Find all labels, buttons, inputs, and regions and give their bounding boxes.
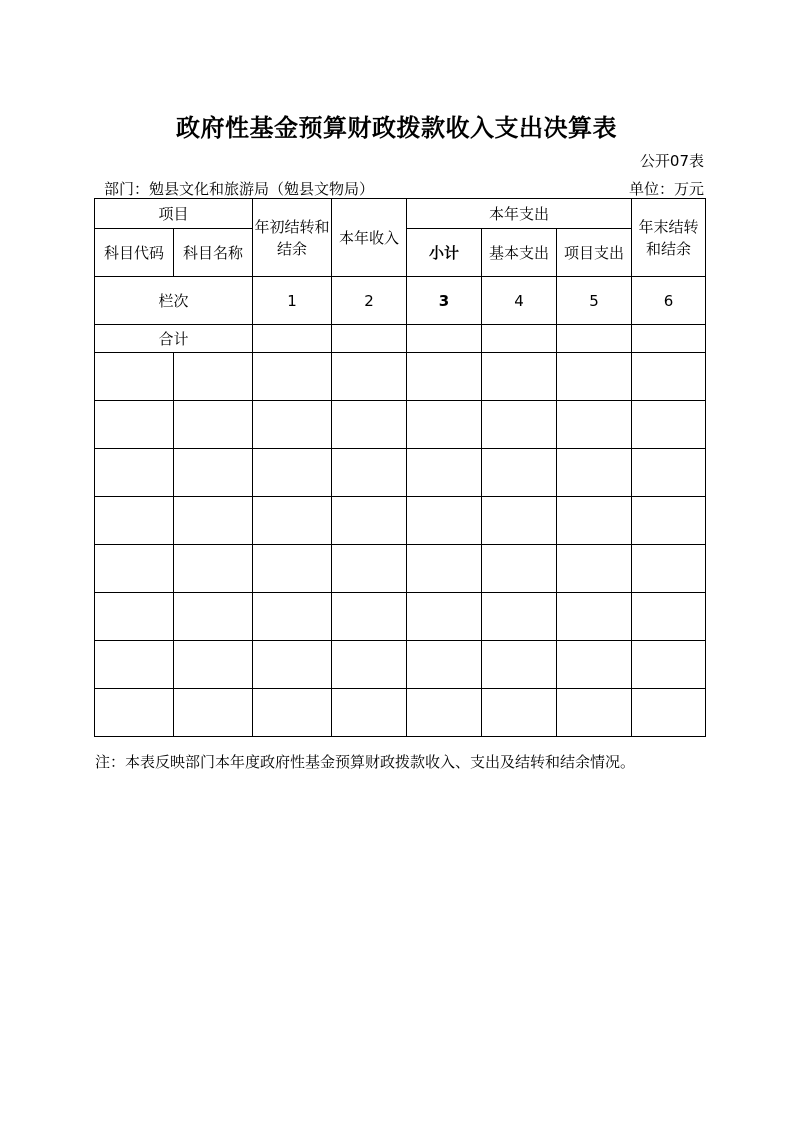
table-cell <box>253 545 332 593</box>
table-cell <box>482 449 557 497</box>
column-number: 4 <box>482 277 557 325</box>
header-name: 科目名称 <box>174 229 253 277</box>
header-basic: 基本支出 <box>482 229 557 277</box>
table-cell <box>332 353 407 401</box>
table-cell <box>407 545 482 593</box>
table-cell <box>253 689 332 737</box>
table-cell <box>174 689 253 737</box>
table-cell <box>253 401 332 449</box>
table-cell <box>95 497 174 545</box>
table-cell <box>482 497 557 545</box>
table-cell <box>332 593 407 641</box>
total-label: 合计 <box>95 325 253 353</box>
table-cell <box>174 449 253 497</box>
table-cell <box>482 689 557 737</box>
header-closing-balance: 年末结转和结余 <box>632 199 706 277</box>
table-cell <box>174 401 253 449</box>
table-cell <box>407 641 482 689</box>
table-cell <box>632 689 706 737</box>
table-cell <box>557 353 632 401</box>
table-row <box>95 353 706 401</box>
table-cell <box>95 353 174 401</box>
header-item: 项目 <box>95 199 253 229</box>
table-cell <box>557 689 632 737</box>
table-cell <box>95 545 174 593</box>
table-cell <box>632 353 706 401</box>
table-cell <box>557 449 632 497</box>
table-cell <box>557 497 632 545</box>
column-number: 1 <box>253 277 332 325</box>
table-cell <box>253 325 332 353</box>
table-cell <box>632 593 706 641</box>
table-cell <box>482 593 557 641</box>
table-cell <box>332 689 407 737</box>
table-cell <box>174 641 253 689</box>
table-cell <box>482 325 557 353</box>
table-cell <box>482 641 557 689</box>
table-row <box>95 497 706 545</box>
table-cell <box>332 545 407 593</box>
table-cell <box>407 689 482 737</box>
table-cell <box>557 593 632 641</box>
unit-label: 单位：万元 <box>628 180 704 198</box>
header-project: 项目支出 <box>557 229 632 277</box>
department-label: 部门：勉县文化和旅游局（勉县文物局） <box>104 180 375 198</box>
column-number: 6 <box>632 277 706 325</box>
table-cell <box>253 353 332 401</box>
table-row <box>95 593 706 641</box>
table-cell <box>332 497 407 545</box>
table-cell <box>632 497 706 545</box>
header-opening-balance: 年初结转和结余 <box>253 199 332 277</box>
column-number: 5 <box>557 277 632 325</box>
budget-table <box>94 198 706 737</box>
table-cell <box>632 401 706 449</box>
table-cell <box>557 545 632 593</box>
column-number: 3 <box>407 277 482 325</box>
table-cell <box>632 449 706 497</box>
table-cell <box>332 641 407 689</box>
table-cell <box>95 641 174 689</box>
table-row <box>95 689 706 737</box>
form-number: 公开07表 <box>639 152 704 170</box>
table-cell <box>632 545 706 593</box>
table-cell <box>407 593 482 641</box>
table-cell <box>632 641 706 689</box>
table-cell <box>407 449 482 497</box>
table-cell <box>407 325 482 353</box>
table-cell <box>557 325 632 353</box>
table-cell <box>95 593 174 641</box>
header-income: 本年收入 <box>332 199 407 277</box>
table-row <box>95 545 706 593</box>
table-cell <box>632 325 706 353</box>
table-cell <box>407 353 482 401</box>
table-cell <box>332 325 407 353</box>
header-expenditure: 本年支出 <box>407 199 632 229</box>
table-cell <box>95 449 174 497</box>
table-cell <box>95 401 174 449</box>
column-number: 2 <box>332 277 407 325</box>
table-row <box>95 641 706 689</box>
footnote: 注：本表反映部门本年度政府性基金预算财政拨款收入、支出及结转和结余情况。 <box>95 753 636 771</box>
table-cell <box>407 497 482 545</box>
table-cell <box>482 545 557 593</box>
table-cell <box>482 353 557 401</box>
table-cell <box>253 593 332 641</box>
table-cell <box>253 449 332 497</box>
table-cell <box>332 449 407 497</box>
table-cell <box>482 401 557 449</box>
header-subtotal: 小计 <box>407 229 482 277</box>
table-cell <box>253 641 332 689</box>
table-cell <box>174 497 253 545</box>
row-column-label: 栏次 <box>95 277 253 325</box>
table-cell <box>557 641 632 689</box>
table-row <box>95 401 706 449</box>
table-cell <box>95 689 174 737</box>
header-code: 科目代码 <box>95 229 174 277</box>
page-title: 政府性基金预算财政拨款收入支出决算表 <box>176 114 617 142</box>
table-cell <box>174 593 253 641</box>
table-cell <box>332 401 407 449</box>
table-cell <box>253 497 332 545</box>
table-row <box>95 449 706 497</box>
table-cell <box>407 401 482 449</box>
table-cell <box>557 401 632 449</box>
table-cell <box>174 353 253 401</box>
table-cell <box>174 545 253 593</box>
